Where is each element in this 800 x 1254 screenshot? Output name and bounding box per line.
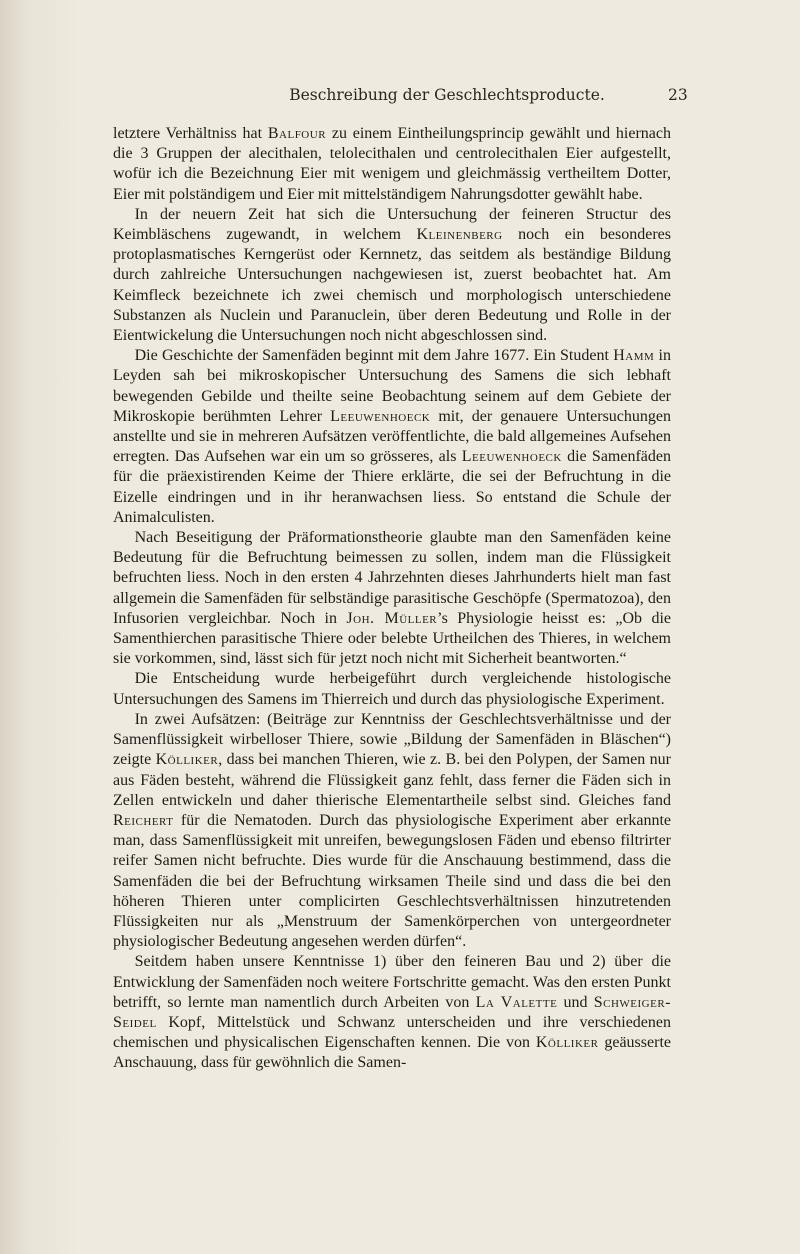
paragraph [113, 669, 671, 709]
paragraph [113, 346, 671, 528]
author-name: Kleinenberg [416, 226, 503, 244]
paragraph [113, 952, 671, 1073]
text-run: Seitdem haben unsere Kenntnisse 1) über den feineren Bau und 2) über die Entwicklung der Samenfäden noch weitere Fortschritte gemacht. Was den ersten Punkt betrifft, so lernte man namentlich durch Arbeiten von [113, 953, 671, 1011]
page-number: 23 [668, 86, 688, 104]
page-header-title: Beschreibung der Geschlechtsproducte. [289, 86, 605, 104]
author-name: Joh. Müller [346, 609, 438, 627]
author-name: Leeuwenhoeck [330, 407, 431, 425]
text-run: in Leyden sah bei mikroskopischer Untersuchung des Samens die sich lebhaft bewegenden Gebilde und theilte seine Beobachtung seinem auf dem Gebiete der Mikroskopie berühmten Lehrer [113, 347, 671, 425]
author-name: Schweiger-Seidel [113, 993, 672, 1031]
text-run: Die Geschichte der Samenfäden beginnt mit dem Jahre 1677. Ein Student [134, 347, 614, 365]
paragraph [113, 205, 671, 346]
paragraph [113, 124, 671, 205]
text-run: In der neuern Zeit hat sich die Untersuchung der feineren Structur des Keimbläschens zugewandt, in welchem [113, 205, 671, 244]
text-run: die Samenfäden für die präexistirenden Keime der Thiere erklärte, die sei der Befruchtung in die Eizelle eindringen und in ihr heranwachsen liess. So entstand die Schule der Animalculisten. [113, 448, 672, 526]
author-name: Balfour [267, 125, 327, 142]
text-run: Die Entscheidung wurde herbeigeführt durch vergleichende histologische Untersuchungen des Samens im Thierreich und durch das physiologische Experiment. [113, 670, 671, 708]
author-name: La Valette [475, 993, 558, 1011]
text-run: letztere Verhältniss hat [113, 125, 268, 142]
text-run: , dass bei manchen Thieren, wie z. B. bei den Polypen, der Samen nur aus Fäden besteht, während die Flüssigkeit ganz fehlt, dass ferner die Fäden sich in Zellen entwickeln und daher thierische Elementartheile selbst sind. Gleiches fand [113, 751, 671, 809]
paragraph [113, 528, 671, 669]
author-name: Kölliker [155, 751, 219, 769]
text-run: zu einem Eintheilungsprincip gewählt und hiernach die 3 Gruppen der alecithalen, telolecithalen und centrolecithalen Eier aufgestellt, wofür ich die Bezeichnung Eier mit wenigem und gleichmässig vertheiltem Dotter, Eier mit polständigem und Eier mit mittelständigem Nahrungsdotter gewählt habe. [113, 125, 672, 203]
text-run: ’s Physiologie heisst es: „Ob die Samenthierchen parasitische Thiere oder belebte Urtheilchen des Thieres, in welchem sie vorkommen, sind, lässt sich für jetzt noch nicht mit Sicherheit beantworten.“ [113, 609, 672, 668]
text-run: noch ein besonderes protoplasmatisches Kerngerüst oder Kernnetz, das seitdem als beständige Bildung durch zahlreiche Untersuchungen nachgewiesen ist, zuerst beobachtet hat. Am Keimfleck bezeichnete ich zwei chemisch und morphologisch unterschiedene Substanzen als Nuclein und Paranuclein, über deren Bedeutung und Rolle in der Eientwickelung die Untersuchungen noch nicht abgeschlossen sind. [113, 226, 672, 345]
paragraph [113, 710, 671, 952]
text-run: mit, der genauere Untersuchungen anstellte und sie in mehreren Aufsätzen veröffentlichte, die bald allgemeines Aufsehen erregten. Das Aufsehen war ein um so grösseres, als [113, 407, 672, 466]
author-name: Hamm [613, 347, 655, 365]
text-run: Kopf, Mittelstück und Schwanz unterscheiden und ihre verschiedenen chemischen und physicalischen Eigenschaften kennen. Die von [113, 1013, 671, 1052]
author-name: Leeuwenhoeck [461, 448, 562, 466]
text-run: und [557, 993, 594, 1011]
text-run: In zwei Aufsätzen: (Beiträge zur Kenntniss der Geschlechtsverhältnisse und der Samenflüssigkeit wirbelloser Thiere, sowie „Bildung der Samenfäden in Bläschen“) zeigte [113, 710, 671, 769]
author-name: Kölliker [535, 1034, 599, 1052]
text-run: für die Nematoden. Durch das physiologische Experiment aber erkannte man, dass Samenflüssigkeit mit unreifen, bewegungslosen Fäden und ebenso filtrirter reifer Samen nicht befruchte. Dies wurde für die Anschauung bestimmend, dass die Samenfäden die bei der Befruchtung wirksamen Theile sind und dass die bei den höheren Thieren unter complicirten Geschlechtsverhältnissen hinzutretenden Flüssigkeiten nur als „Menstruum der Samenkörperchen von untergeordneter physiologischer Bedeutung angesehen werden dürfen“. [113, 811, 671, 951]
running-head [0, 86, 800, 108]
text-run: geäusserte Anschauung, dass für gewöhnlich die Samen- [113, 1034, 671, 1072]
body-text [113, 124, 671, 1074]
text-run: Nach Beseitigung der Präformationstheorie glaubte man den Samenfäden keine Bedeutung für die Befruchtung beimessen zu sollen, indem man die Flüssigkeit befruchten liess. Noch in den ersten 4 Jahrzehnten dieses Jahrhunderts hielt man fast allgemein die Samenfäden für selbständige parasitische Geschöpfe (Spermatozoa), den Infusorien vergleichbar. Noch in [113, 529, 671, 627]
author-name: Reichert [113, 811, 174, 829]
